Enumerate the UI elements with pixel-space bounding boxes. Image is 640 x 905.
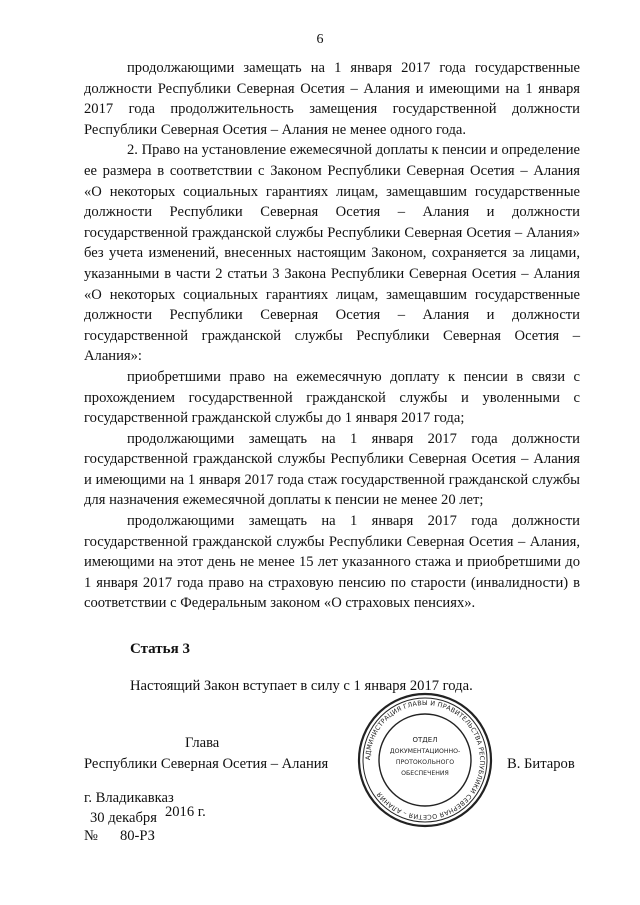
page-number: 6	[316, 32, 324, 47]
article-3-title: Статья 3	[130, 641, 190, 657]
seal-center-line-4: ОБЕСПЕЧЕНИЯ	[401, 770, 449, 777]
number-sign: №	[84, 828, 98, 844]
seal-center-line-2: ДОКУМЕНТАЦИОННО-	[389, 748, 461, 755]
official-seal-stamp	[355, 690, 495, 830]
signatory-republic: Республики Северная Осетия – Алания	[84, 756, 329, 772]
paragraph-item-1: приобретшими право на ежемесячную доплату к пенсии в связи с прохождением государственной гражданской службы и уволенными с государственной гражданской службы до 1 января 2017 года;	[84, 368, 580, 427]
article-3-text: Настоящий Закон вступает в силу с 1 января 2017 года.	[130, 678, 473, 694]
paragraph-item-2: продолжающими замещать на 1 января 2017 года должности государственной гражданской службы Республики Северная Осетия – Алания и имеющими на 1 января 2017 года стаж государственной гражданской службы для назначения ежемесячной доплаты к пенсии не менее 20 лет;	[84, 430, 580, 509]
seal-center-line-1: ОТДЕЛ	[412, 736, 438, 744]
signing-year: 2016 г.	[164, 804, 206, 820]
signing-date	[90, 804, 206, 827]
city: г. Владикавказ	[84, 790, 174, 806]
seal-ring-textpath: АДМИНИСТРАЦИЯ ГЛАВЫ И ПРАВИТЕЛЬСТВА РЕСПУБЛИКИ СЕВЕРНАЯ ОСЕТИЯ – АЛАНИЯ	[363, 698, 487, 822]
law-body-text	[84, 58, 580, 614]
paragraph-part-2: 2. Право на установление ежемесячной доплаты к пенсии и определение ее размера в соответствии с Законом Республики Северная Осетия – Алания «О некоторых социальных гарантиях лицам, замещавшим государственные должности Республики Северная Осетия – Алания и должности государственной гражданской службы Республики Северная Осетия – Алания» без учета изменений, внесенных настоящим Законом, сохраняется за лицами, указанными в части 2 статьи 3 Закона Республики Северная Осетия – Алания «О некоторых социальных гарантиях лицам, замещавшим государственные должности Республики Северная Осетия – Алания и должности государственной гражданской службы Республики Северная Осетия – Алания»:	[84, 142, 580, 365]
law-number-value: 80-РЗ	[119, 828, 155, 844]
paragraph-item-3: продолжающими замещать на 1 января 2017 года должности государственной гражданской службы Республики Северная Осетия – Алания, имеющими на этот день не менее 15 лет указанного стажа и приобретшими до 1 января 2017 года право на страховую пенсию по старости (инвалидности) в соответствии с Федеральным законом «О страховых пенсиях».	[84, 513, 580, 612]
seal-center-line-3: ПРОТОКОЛЬНОГО	[395, 759, 455, 766]
signing-day-month: 30 декабря	[90, 810, 157, 826]
law-number	[84, 828, 155, 845]
signatory-name: В. Битаров	[507, 756, 575, 772]
paragraph-continuation: продолжающими замещать на 1 января 2017 года государственные должности Республики Северная Осетия – Алания и имеющими на 1 января 2017 года продолжительность замещения государственной должности Республики Северная Осетия – Алания не менее одного года.	[84, 60, 580, 138]
signatory-title: Глава	[185, 735, 220, 751]
